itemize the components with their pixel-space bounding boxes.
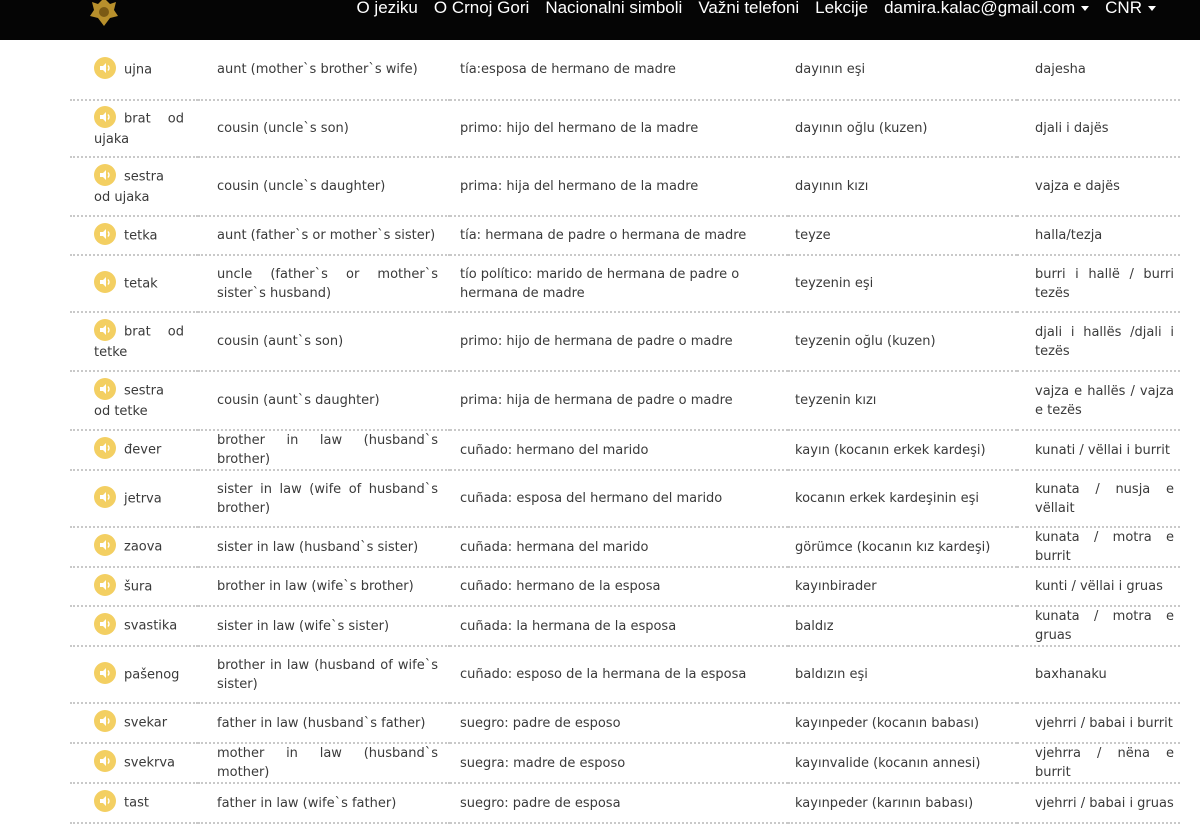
english-translation: mother in law (husband`s mother) — [198, 743, 450, 783]
speaker-glyph — [98, 578, 112, 592]
speaker-icon[interactable] — [94, 534, 116, 556]
albanian-translation: vjehrri / babai i burrit — [1017, 703, 1180, 743]
spanish-translation: tío político: marido de hermana de padre o hermana de madre — [450, 255, 788, 312]
speaker-icon[interactable] — [94, 710, 116, 732]
montenegrin-word: đever — [124, 442, 162, 458]
english-translation: cousin (uncle`s son) — [198, 100, 450, 157]
speaker-icon[interactable] — [94, 378, 116, 400]
spanish-translation: tía: hermana de padre o hermana de madre — [450, 216, 788, 255]
speaker-icon[interactable] — [94, 319, 116, 341]
nav-links — [340, 0, 1156, 18]
albanian-translation: kunti / vëllai i gruas — [1017, 567, 1180, 606]
albanian-translation: dajesha — [1017, 40, 1180, 100]
turkish-translation: teyzenin eşi — [788, 255, 1017, 312]
word-cell — [70, 430, 198, 470]
table-row — [70, 255, 1180, 312]
english-translation: cousin (aunt`s son) — [198, 312, 450, 371]
albanian-translation: kunata / nusja e vëllait — [1017, 470, 1180, 527]
coat-of-arms-logo[interactable] — [84, 0, 124, 28]
english-translation: father in law (wife`s father) — [198, 783, 450, 823]
nav-link-about-language[interactable]: O jeziku — [356, 0, 418, 17]
montenegrin-word: svekrva — [124, 755, 175, 771]
language-menu[interactable] — [1105, 1, 1156, 15]
spanish-translation: cuñado: hermano del marido — [450, 430, 788, 470]
speaker-icon[interactable] — [94, 57, 116, 79]
word-cell — [70, 312, 198, 371]
speaker-icon[interactable] — [94, 750, 116, 772]
albanian-translation: burri i hallë / burri tezës — [1017, 255, 1180, 312]
word-cell — [70, 216, 198, 255]
albanian-translation: vjehrra / nëna e burrit — [1017, 743, 1180, 783]
table-row — [70, 567, 1180, 606]
user-menu[interactable] — [884, 1, 1089, 15]
table-row — [70, 157, 1180, 216]
language-code: CNR — [1105, 0, 1142, 17]
turkish-translation: dayının kızı — [788, 157, 1017, 216]
nav-link-important-phones[interactable]: Važni telefoni — [698, 0, 800, 17]
word-cell — [70, 783, 198, 823]
turkish-translation: kayınpeder (karının babası) — [788, 783, 1017, 823]
speaker-icon[interactable] — [94, 486, 116, 508]
turkish-translation: baldız — [788, 606, 1017, 646]
turkish-translation: dayının oğlu (kuzen) — [788, 100, 1017, 157]
english-translation: uncle (father`s or mother`s sister`s husband) — [198, 255, 450, 312]
speaker-glyph — [98, 382, 112, 396]
albanian-translation: kunata / motra e burrit — [1017, 527, 1180, 567]
english-translation: aunt (mother`s brother`s wife) — [198, 40, 450, 100]
nav-link-lessons[interactable]: Lekcije — [815, 0, 869, 17]
spanish-translation: cuñado: hermano de la esposa — [450, 567, 788, 606]
table-row — [70, 100, 1180, 157]
vocabulary-table — [70, 40, 1180, 824]
chevron-down-icon — [1148, 6, 1156, 11]
turkish-translation: baldızın eşi — [788, 646, 1017, 703]
top-navbar — [0, 0, 1200, 40]
word-cell — [70, 157, 198, 216]
speaker-glyph — [98, 538, 112, 552]
albanian-translation: djali i hallës /djali i tezës — [1017, 312, 1180, 371]
english-translation: brother in law (husband of wife`s sister) — [198, 646, 450, 703]
montenegrin-word: tetak — [124, 276, 158, 291]
speaker-icon[interactable] — [94, 106, 116, 128]
table-row — [70, 216, 1180, 255]
speaker-glyph — [98, 714, 112, 728]
english-translation: cousin (uncle`s daughter) — [198, 157, 450, 216]
speaker-glyph — [98, 441, 112, 455]
english-translation: cousin (aunt`s daughter) — [198, 371, 450, 430]
table-row — [70, 783, 1180, 823]
turkish-translation: teyze — [788, 216, 1017, 255]
montenegrin-word: brat od ujaka — [94, 111, 184, 147]
turkish-translation: kayınvalide (kocanın annesi) — [788, 743, 1017, 783]
spanish-translation: suegro: padre de esposo — [450, 703, 788, 743]
turkish-translation: teyzenin oğlu (kuzen) — [788, 312, 1017, 371]
english-translation: sister in law (wife`s sister) — [198, 606, 450, 646]
turkish-translation: kocanın erkek kardeşinin eşi — [788, 470, 1017, 527]
montenegrin-word: tetka — [124, 228, 158, 243]
english-translation: aunt (father`s or mother`s sister) — [198, 216, 450, 255]
turkish-translation: kayınbirader — [788, 567, 1017, 606]
speaker-icon[interactable] — [94, 574, 116, 596]
montenegrin-word: brat od tetke — [94, 324, 184, 360]
speaker-glyph — [98, 490, 112, 504]
speaker-glyph — [98, 275, 112, 289]
turkish-translation: dayının eşi — [788, 40, 1017, 100]
table-row — [70, 470, 1180, 527]
speaker-glyph — [98, 666, 112, 680]
speaker-icon[interactable] — [94, 271, 116, 293]
albanian-translation: vajza e dajës — [1017, 157, 1180, 216]
table-row — [70, 646, 1180, 703]
vocabulary-table-container — [70, 40, 1180, 824]
word-cell — [70, 606, 198, 646]
montenegrin-word: pašenog — [124, 667, 180, 682]
table-row — [70, 606, 1180, 646]
turkish-translation: kayınpeder (kocanın babası) — [788, 703, 1017, 743]
speaker-icon[interactable] — [94, 790, 116, 812]
montenegrin-word: jetrva — [124, 491, 162, 506]
speaker-icon[interactable] — [94, 164, 116, 186]
word-cell — [70, 743, 198, 783]
table-row — [70, 527, 1180, 567]
speaker-glyph — [98, 110, 112, 124]
table-row — [70, 312, 1180, 371]
albanian-translation: halla/tezja — [1017, 216, 1180, 255]
turkish-translation: görümce (kocanın kız kardeşi) — [788, 527, 1017, 567]
chevron-down-icon — [1081, 6, 1089, 11]
table-row — [70, 40, 1180, 100]
word-cell — [70, 255, 198, 312]
spanish-translation: prima: hija de hermana de padre o madre — [450, 371, 788, 430]
speaker-glyph — [98, 61, 112, 75]
word-cell — [70, 646, 198, 703]
word-cell — [70, 470, 198, 527]
table-row — [70, 703, 1180, 743]
speaker-glyph — [98, 323, 112, 337]
albanian-translation: baxhanaku — [1017, 646, 1180, 703]
word-cell — [70, 567, 198, 606]
spanish-translation: primo: hijo del hermano de la madre — [450, 100, 788, 157]
english-translation: sister in law (wife of husband`s brother) — [198, 470, 450, 527]
montenegrin-word: šura — [124, 579, 153, 594]
word-cell — [70, 527, 198, 567]
word-cell — [70, 703, 198, 743]
montenegrin-word: svastika — [124, 618, 178, 634]
spanish-translation: cuñado: esposo de la hermana de la esposa — [450, 646, 788, 703]
speaker-glyph — [98, 754, 112, 768]
turkish-translation: kayın (kocanın erkek kardeşi) — [788, 430, 1017, 470]
montenegrin-word: ujna — [124, 62, 153, 77]
spanish-translation: prima: hija del hermano de la madre — [450, 157, 788, 216]
english-translation: sister in law (husband`s sister) — [198, 527, 450, 567]
user-email: damira.kalac@gmail.com — [884, 0, 1076, 17]
montenegrin-word: svekar — [124, 715, 168, 731]
speaker-icon[interactable] — [94, 223, 116, 245]
speaker-glyph — [98, 617, 112, 631]
spanish-translation: tía:esposa de hermano de madre — [450, 40, 788, 100]
table-row — [70, 743, 1180, 783]
nav-link-national-symbols[interactable]: Nacionalni simboli — [545, 0, 683, 17]
nav-link-about-montenegro[interactable]: O Crnoj Gori — [433, 0, 530, 17]
spanish-translation: cuñada: esposa del hermano del marido — [450, 470, 788, 527]
spanish-translation: cuñada: la hermana de la esposa — [450, 606, 788, 646]
word-cell — [70, 40, 198, 100]
albanian-translation: kunata / motra e gruas — [1017, 606, 1180, 646]
speaker-icon[interactable] — [94, 437, 116, 459]
albanian-translation: kunati / vëllai i burrit — [1017, 430, 1180, 470]
table-row — [70, 371, 1180, 430]
albanian-translation: vajza e hallës / vajza e tezës — [1017, 371, 1180, 430]
spanish-translation: suegro: padre de esposa — [450, 783, 788, 823]
albanian-translation: vjehrri / babai i gruas — [1017, 783, 1180, 823]
spanish-translation: primo: hijo de hermana de padre o madre — [450, 312, 788, 371]
speaker-glyph — [98, 168, 112, 182]
english-translation: brother in law (wife`s brother) — [198, 567, 450, 606]
speaker-icon[interactable] — [94, 613, 116, 635]
table-row — [70, 430, 1180, 470]
speaker-icon[interactable] — [94, 662, 116, 684]
spanish-translation: cuñada: hermana del marido — [450, 527, 788, 567]
word-cell — [70, 371, 198, 430]
turkish-translation: teyzenin kızı — [788, 371, 1017, 430]
montenegrin-word: sestra od ujaka — [94, 169, 164, 205]
speaker-glyph — [98, 227, 112, 241]
montenegrin-word: sestra od tetke — [94, 383, 164, 419]
speaker-glyph — [98, 794, 112, 808]
spanish-translation: suegra: madre de esposo — [450, 743, 788, 783]
albanian-translation: djali i dajës — [1017, 100, 1180, 157]
english-translation: brother in law (husband`s brother) — [198, 430, 450, 470]
montenegrin-word: zaova — [124, 539, 163, 555]
english-translation: father in law (husband`s father) — [198, 703, 450, 743]
word-cell — [70, 100, 198, 157]
montenegrin-word: tast — [124, 795, 149, 811]
